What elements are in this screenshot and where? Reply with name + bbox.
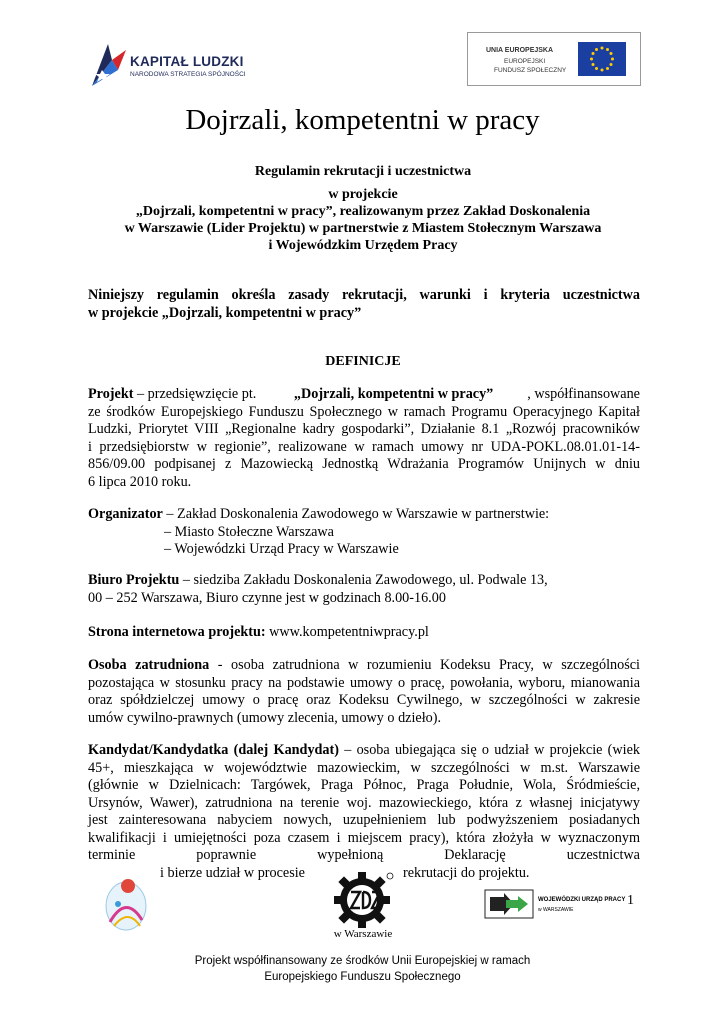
footer-line-1: Projekt współfinansowany ze środków Unii Europejskiej w ramach — [194, 955, 531, 967]
document-title: Dojrzali, kompetentni w pracy — [185, 104, 540, 136]
wup-arrow-icon — [484, 889, 534, 919]
definition-kandydat: Kandydat/Kandydatka (dalej Kandydat) – osoba ubiegająca się o udział w projekcie (wiek 45+, mieszkająca w województwie mazowieckim, w szczególności w m.st. Warszawie (głównie w Dzielnicach: Targówek, Praga Północ, Praga Południe, Wola, Śródmieście, Ursynów, Wawer), zatrudniona na terenie woj. mazowieckiego, która z własnej inicjatywy jest zainteresowana nabyciem nowych, uzupełnieniem lub podwyższeniem posiadanych kwalifikacji i umiejętności poza czasem i miejscem pracy), która złożyła w wyznaczonym terminie poprawnie wypełnioną Deklarację uczestnictwa i bierze udział w procesie rekrutacji do projektu. — [88, 742, 640, 881]
kandydat-term: Kandydat/Kandydatka (dalej Kandydat) — [88, 742, 339, 758]
subtitle-line-3: „Dojrzali, kompetentni w pracy”, realizowanym przez Zakład Doskonalenia — [135, 204, 591, 219]
osoba-term: Osoba zatrudniona — [88, 657, 210, 673]
subtitle-line-2: w projekcie — [328, 187, 398, 202]
zdz-gear-icon — [332, 870, 394, 928]
eu-subtitle-2: FUNDUSZ SPOŁECZNY — [494, 67, 567, 74]
definition-biuro: Biuro Projektu – siedziba Zakładu Doskonalenia Zawodowego, ul. Podwale 13, 00 – 252 Warszawa, Biuro czynne jest w godzinach 8.00-16.00 — [88, 572, 548, 606]
kapital-ludzki-subtitle: NARODOWA STRATEGIA SPÓJNOŚCI — [130, 71, 246, 78]
eu-title: UNIA EUROPEJSKA — [486, 47, 554, 54]
kandydat-line-7: terminie poprawnie wypełnioną Deklarację uczestnictwa — [88, 847, 640, 863]
partner-logo-left — [100, 874, 150, 934]
wup-logo — [484, 889, 624, 919]
partner-emblem-icon — [100, 874, 150, 934]
kapital-ludzki-logo — [88, 40, 268, 90]
kapital-ludzki-emblem-icon — [88, 40, 128, 90]
zdz-caption: w Warszawie — [333, 928, 393, 940]
zdz-logo — [332, 870, 394, 928]
subtitle-line-4: w Warszawie (Lider Projektu) w partnerstwie z Miastem Stołecznym Warszawa — [124, 221, 602, 236]
project-name: „Dojrzali, kompetentni w pracy” — [293, 386, 494, 402]
definition-osoba-zatrudniona: Osoba zatrudniona - osoba zatrudniona w rozumieniu Kodeksu Pracy, w szczególności pozostająca w stosunku pracy na podstawie umowy o pracę, powołania, wyboru, mianowania oraz spółdzielczej umowy o pracę oraz Kodeksu Cywilnego, w szczególności w zakresie umów cywilno-prawnych (umowy zlecenia, umowy o dzieło). — [88, 657, 640, 726]
subtitle-line-5: i Wojewódzkim Urzędem Pracy — [268, 238, 458, 253]
intro-line-1: Niniejszy regulamin określa zasady rekrutacji, warunki i kryteria uczestnictwa — [88, 287, 640, 303]
strona-term: Strona internetowa projektu: — [88, 624, 266, 640]
wup-title: WOJEWÓDZKI URZĄD PRACY — [538, 897, 626, 903]
projekt-line-1: Projekt – przedsięwzięcie pt. „Dojrzali, kompetentni w pracy” , współfinansowane — [88, 386, 640, 402]
eu-flag-icon — [578, 42, 626, 76]
project-website: www.kompetentniwpracy.pl — [265, 624, 429, 640]
definition-organizator: Organizator – Zakład Doskonalenia Zawodowego w Warszawie w partnerstwie: – Miasto Stołeczne Warszawa – Wojewódzki Urząd Pracy w Warszawie — [88, 506, 550, 557]
organizator-term: Organizator — [88, 506, 163, 522]
wup-subtitle: w WARSZAWIE — [538, 907, 574, 913]
intro-paragraph — [88, 287, 640, 322]
subtitle-line-1: Regulamin rekrutacji i uczestnictwa — [254, 164, 472, 179]
eu-subtitle-1: EUROPEJSKI — [504, 58, 546, 65]
eu-logo — [467, 32, 641, 86]
footer-line-2: Europejskiego Funduszu Społecznego — [264, 971, 461, 983]
kapital-ludzki-title: KAPITAŁ LUDZKI — [130, 54, 244, 69]
definition-strona — [88, 624, 640, 642]
intro-line-2: w projekcie „Dojrzali, kompetentni w pracy” — [88, 304, 362, 321]
biuro-term: Biuro Projektu — [88, 572, 180, 588]
kandydat-line-8: i bierze udział w procesie rekrutacji do projektu. — [160, 864, 530, 881]
projekt-term: Projekt — [88, 386, 134, 402]
definitions-heading: DEFINICJE — [325, 354, 401, 369]
definition-projekt: Projekt – przedsięwzięcie pt. „Dojrzali, kompetentni w pracy” , współfinansowane ze środków Europejskiego Funduszu Społecznego w ramach Programu Operacyjnego Kapitał Ludzki, Priorytet VIII „Regionalne kadry gospodarki”, Działanie 8.1 „Rozwój pracowników i przedsiębiorstw w regionie”, realizowane w ramach umowy nr UDA-POKL.08.01.01-14- 856/09.00 podpisanej z Mazowiecką Jednostką Wdrażania Programów Unijnych w dniu 6 lipca 2010 roku. — [88, 386, 640, 490]
page-number: 1 — [627, 893, 634, 908]
